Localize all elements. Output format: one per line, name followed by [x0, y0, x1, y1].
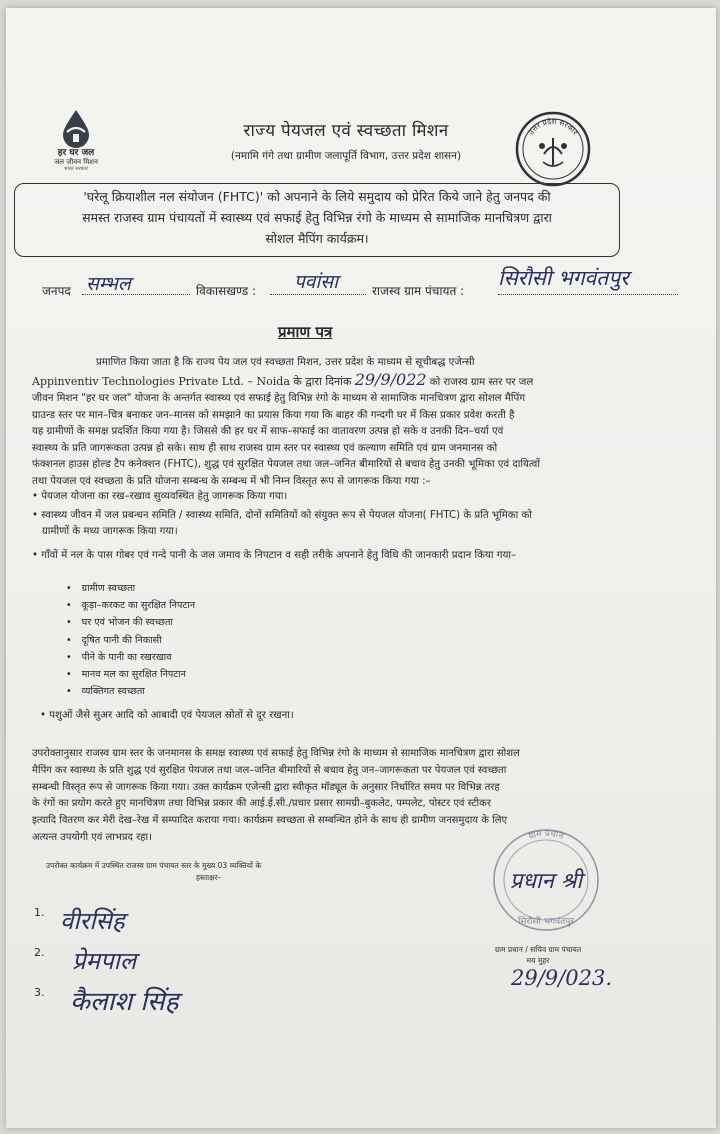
list-item: • घर एवं भोजन की स्वच्छता [66, 614, 195, 631]
logo-line1: हर घर जल [57, 148, 95, 158]
seal-text: उत्तर प्रदेश सरकार [526, 116, 580, 137]
banner-line3: सोशल मैपिंग कार्यक्रम। [265, 231, 369, 246]
attendee-note-signature-label: हस्ताक्षर– [196, 873, 222, 882]
certificate-body [32, 355, 642, 490]
stamp-icon [476, 816, 616, 946]
bullet-item: • गाँवों में नल के पास गोबर एवं गन्दे पानी के जल जमाव के निपटान व सही तरीके अपनाने हेतु विधि की जानकारी प्रदान किया गया– [32, 550, 517, 561]
body-line: फंक्शनल हाउस होल्ड टैप कनेक्शन (FHTC), शुद्ध एवं सुरक्षित पेयजल तथा जल–जनित बीमारियों से बचाव हेतु उनकी भूमिका एवं दायित्वों [32, 459, 540, 470]
list-item: • कूड़ा–करकट का सुरक्षित निपटान [66, 597, 195, 614]
conclusion-line: के रंगों का प्रयोग करते हुए मानचित्रण तथा विभिन्न प्रकार की आई.ई.सी./प्रचार प्रसार सामग्री–बुकलेट, पम्पलेट, पोस्टर एवं स्टीकर [32, 798, 491, 810]
bullet-item: • पशुओं जैसे सुअर आदि को आबादी एवं पेयजल स्रोतों से दूर रखना। [40, 710, 294, 721]
water-drop-icon [58, 108, 94, 148]
signature-date: 29/9/023. [511, 966, 612, 990]
agency-text: Appinventiv Technologies Private Ltd. – Noida के द्वारा दिनांक [32, 374, 352, 388]
header-title-block [146, 118, 546, 163]
logo-line3: भारत सरकार [64, 166, 88, 172]
banner-line1: 'घरेलू क्रियाशील नल संयोजन (FHTC)' को अपनाने के लिये समुदाय को प्रेरित किये जाने हेतु जनपद की [83, 189, 551, 204]
handwritten-date: 29/9/022 [354, 369, 427, 389]
bullet-line: • स्वास्थ्य जीवन में जल प्रबन्धन समिति / स्वास्थ्य समिति, दोनों समितियों को संयुक्त रूप से पेयजल योजना( FHTC) के प्रति भूमिका को [32, 510, 532, 521]
agency-text-end: को राजस्व ग्राम स्तर पर जल [429, 376, 534, 388]
signature-number: 2. [34, 946, 45, 959]
signature-2: प्रेमपाल [72, 947, 137, 975]
block-label: विकासखण्ड : [196, 284, 257, 298]
conclusion-line: इत्यादि वितरण कर मेरी देख–रेख में सम्पादित कराया गया। कार्यक्रम स्वच्छता से सम्बन्धित होने के साथ ही ग्रामीण जनसमुदाय के लिए [32, 815, 508, 827]
certificate-heading: प्रमाण पत्र [278, 323, 333, 341]
location-fields [42, 266, 702, 302]
bullet-line-cont: ग्रामीणों के मध्य जागरूक किया गया। [42, 526, 178, 537]
banner-line2: समस्त राजस्व ग्राम पंचायतों में स्वास्थ्य एवं सफाई हेतु विभिन्न रंगो के माध्यम से सामाजिक मानचित्रण द्वारा [82, 210, 552, 225]
logo-line2: जल जीवन मिशन [54, 158, 98, 166]
list-item: • व्यक्तिगत स्वच्छता [66, 683, 195, 700]
signature-3: कैलाश सिंह [70, 987, 179, 1017]
body-line: ग्राउन्ड स्तर पर मान–चित्र बनाकर जन–मानस को समझाने का प्रयास किया गया कि बाहर की गन्दगी घर में किस प्रकार प्रवेश करती है [32, 409, 515, 421]
pradhan-line2: मय मुहर [526, 956, 550, 965]
conclusion-line: उपरोक्तानुसार राजस्व ग्राम स्तर के जनमानस के समक्ष स्वास्थ्य एवं सफाई हेतु विभिन्न रंगो के माध्यम से सामाजिक मानचित्रण द्वारा सोशल [32, 748, 520, 759]
certificate-document [6, 8, 716, 1128]
emblem-icon [514, 110, 592, 188]
village-value: सिरौसी भगवंतपुर [498, 266, 629, 290]
page-title: राज्य पेयजल एवं स्वच्छता मिशन [243, 121, 449, 141]
block-value: पवांसा [294, 271, 339, 293]
bullet-item: • पेयजल योजना का रख–रखाव सुव्यवस्थित हेतु जागरूक किया गया। [32, 491, 288, 502]
conclusion-line: सम्बन्धी विस्तृत रूप से जागरूक किया गया। उक्त कार्यक्रम एजेन्सी द्वारा स्वीकृत मॉड्यूल के अनुसार निर्धारित समय पर विभिन्न तरह [32, 781, 500, 793]
pradhan-designation [458, 944, 618, 966]
signature-number: 1. [34, 906, 45, 919]
attendee-note-line: उपरोक्त कार्यक्रम में उपस्थित राजस्व ग्राम पंचायत स्तर के मुख्य 03 व्यक्तियों के [46, 861, 262, 870]
village-label: राजस्व ग्राम पंचायत : [372, 284, 465, 298]
attendee-note [46, 860, 376, 884]
body-line: स्वास्थ्य के प्रति जागरूकता उत्पन्न हो सके। साथ ही साथ राजस्व ग्राम स्तर पर स्वास्थ्य एवं कल्याण समिति एवं ग्राम जनमानस को [32, 442, 498, 454]
program-banner [14, 183, 620, 257]
list-item: • ग्रामीण स्वच्छता [66, 580, 195, 597]
pradhan-stamp [476, 816, 616, 950]
district-value: सम्भल [86, 273, 131, 295]
page-subtitle: (नमामि गंगे तथा ग्रामीण जलापूर्ति विभाग, उत्तर प्रदेश शासन) [230, 150, 462, 162]
body-line: जीवन मिशन "हर घर जल" योजना के अन्तर्गत स्वास्थ्य एवं सफाई हेतु विभिन्न रंगो के माध्यम से सामाजिक मानचित्रण द्वारा सोशल मैपिंग [32, 393, 526, 404]
up-government-seal [514, 110, 592, 192]
conclusion-line: मैपिंग कर स्वास्थ्य के प्रति शुद्ध एवं सुरक्षित पेयजल तथा जल–जनित बीमारियों से बचाव हेतु जन–जागरूकता पर पेयजल एवं स्वच्छता [32, 764, 507, 776]
stamp-ring-text: ग्राम प्रधान [527, 828, 565, 843]
stamp-bottom-text: सिरौसी भगवंतपुर [517, 917, 575, 927]
list-item: • दूषित पानी की निकासी [66, 632, 195, 649]
list-item: • पीने के पानी का रखरखाव [66, 649, 195, 666]
signature-1: वीरसिंह [60, 907, 125, 935]
signature-number: 3. [34, 986, 45, 999]
bullet-item [32, 508, 652, 540]
body-line: प्रमाणित किया जाता है कि राज्य पेय जल एवं स्वच्छता मिशन, उत्तर प्रदेश के माध्यम से सूचीबद्ध एजेन्सी [96, 357, 475, 368]
body-line: तथा पेयजल एवं स्वच्छता के प्रति योजना सम्बन्ध के सम्बन्ध में भी निम्न विस्तृत रूप से जागरूक किया गया :– [32, 475, 431, 487]
conclusion-line: अत्यन्त उपयोगी एवं लाभप्रद रहा। [32, 831, 152, 843]
body-line: यह ग्रामीणों के समक्ष प्रदर्शित किया गया है। जिससे की हर घर में साफ–सफाई का वातावरण उत्पन्न हो सके व उनकी दिन–चर्या एवं [32, 426, 504, 437]
pradhan-line1: ग्राम प्रधान / सचिव ग्राम पंचायत [494, 945, 582, 954]
pradhan-signature: प्रधान श्री [509, 869, 583, 894]
sanitation-topics-list [66, 580, 195, 700]
body-line-agency [32, 369, 642, 392]
har-ghar-jal-logo [46, 108, 106, 172]
district-label: जनपद [42, 284, 71, 298]
list-item: • मानव मल का सुरक्षित निपटान [66, 666, 195, 683]
